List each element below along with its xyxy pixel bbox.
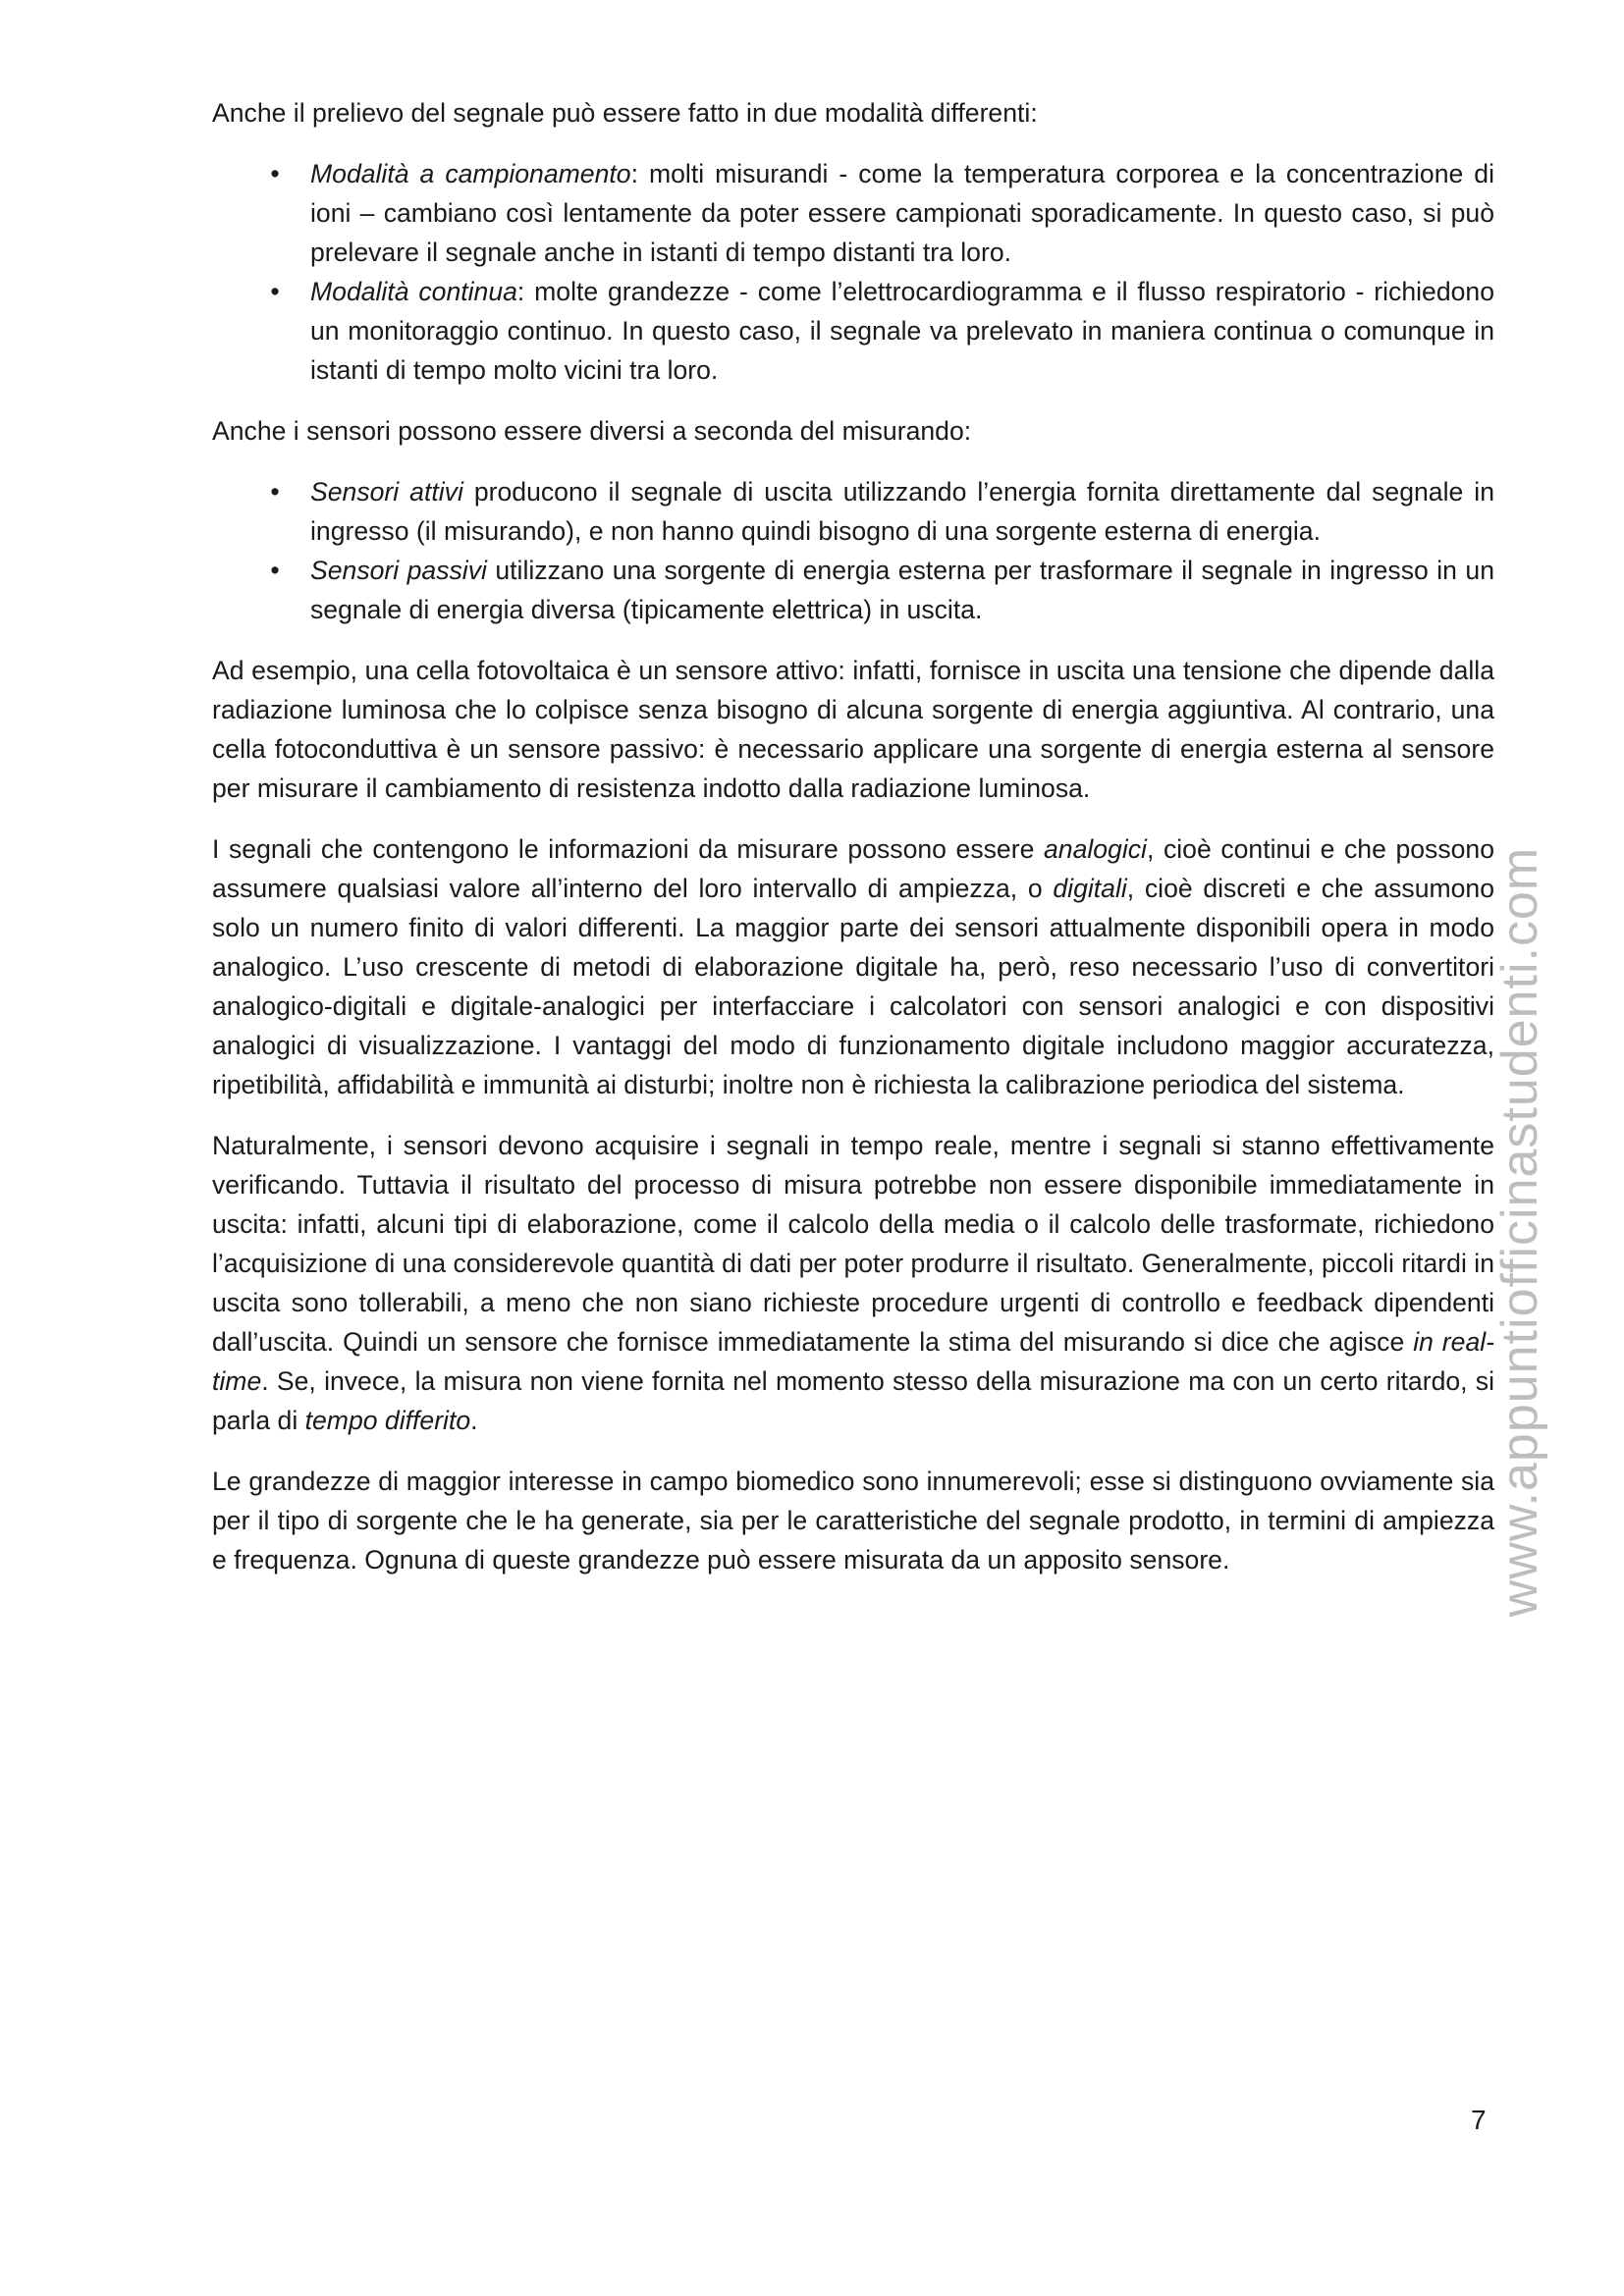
list-item <box>212 154 1494 272</box>
list-item-text: : molti misurandi - come la temperatura corporea e la concentrazione di ioni – cambiano così lentamente da poter essere campionati sporadicamente. In questo caso, si può prelevare il segnale anche in istanti di tempo distanti tra loro. <box>310 159 1494 267</box>
italic-term: analogici <box>1043 834 1147 864</box>
paragraph-sensors-intro: Anche i sensori possono essere diversi a seconda del misurando: <box>212 416 972 446</box>
watermark-text: www.appuntiofficinastudenti.com <box>1491 846 1548 1618</box>
italic-term: in real-time <box>212 1327 1495 1396</box>
italic-term: digitali <box>1053 874 1127 903</box>
text-run: . Se, invece, la misura non viene fornita nel momento stesso della misurazione ma con un certo ritardo, si parla di <box>212 1366 1494 1435</box>
list-item <box>212 551 1494 629</box>
text-run: , cioè discreti e che assumono solo un numero finito di valori differenti. La maggior parte dei sensori attualmente disponibili opera in modo analogico. L’uso crescente di metodi di elaborazione digitale ha, però, reso necessario l’uso di convertitori analogico-digitali e digitale-analogici per interfacciare i calcolatori con sensori analogici e con dispositivi analogici di visualizzazione. I vantaggi del modo di funzionamento digitale includono maggior accuratezza, ripetibilità, affidabilità e immunità ai disturbi; inoltre non è richiesta la calibrazione periodica del sistema. <box>212 874 1495 1099</box>
list-item <box>212 272 1494 390</box>
bullet-icon: • <box>270 159 280 188</box>
bullet-icon: • <box>270 277 280 306</box>
list-item-term: Modalità a campionamento <box>310 159 631 188</box>
paragraph-example: Ad esempio, una cella fotovoltaica è un sensore attivo: infatti, fornisce in uscita una tensione che dipende dalla radiazione luminosa che lo colpisce senza bisogno di alcuna sorgente di energia aggiuntiva. Al contrario, una cella fotoconduttiva è un sensore passivo: è necessario applicare una sorgente di energia esterna al sensore per misurare il cambiamento di resistenza indotto dalla radiazione luminosa. <box>212 656 1494 803</box>
sampling-modes-list <box>212 154 1494 390</box>
text-run: . <box>470 1406 478 1435</box>
paragraph-realtime <box>212 1126 1494 1440</box>
document-page <box>212 93 1494 1601</box>
page-number: 7 <box>1471 2105 1487 2135</box>
paragraph-final: Le grandezze di maggior interesse in campo biomedico sono innumerevoli; esse si distinguono ovviamente sia per il tipo di sorgente che le ha generate, sia per le caratteristiche del segnale prodotto, in termini di ampiezza e frequenza. Ognuna di queste grandezze può essere misurata da un apposito sensore. <box>212 1467 1494 1575</box>
paragraph-sampling-intro: Anche il prelievo del segnale può essere fatto in due modalità differenti: <box>212 98 1038 128</box>
bullet-icon: • <box>270 556 280 585</box>
text-run: I segnali che contengono le informazioni da misurare possono essere <box>212 834 1044 864</box>
paragraph-signals <box>212 829 1494 1104</box>
list-item-term: Sensori passivi <box>310 556 487 585</box>
list-item <box>212 472 1494 551</box>
list-item-text: utilizzano una sorgente di energia esterna per trasformare il segnale in ingresso in un segnale di energia diversa (tipicamente elettrica) in uscita. <box>310 556 1494 624</box>
text-run: , cioè continui e che possono assumere qualsiasi valore all’interno del loro intervallo di ampiezza, o <box>212 834 1495 903</box>
list-item-text: producono il segnale di uscita utilizzando l’energia fornita direttamente dal segnale in ingresso (il misurando), e non hanno quindi bisogno di una sorgente esterna di energia. <box>310 477 1494 546</box>
bullet-icon: • <box>270 477 280 507</box>
list-item-text: : molte grandezze - come l’elettrocardiogramma e il flusso respiratorio - richiedono un monitoraggio continuo. In questo caso, il segnale va prelevato in maniera continua o comunque in istanti di tempo molto vicini tra loro. <box>310 277 1494 385</box>
text-run: Naturalmente, i sensori devono acquisire i segnali in tempo reale, mentre i segnali si stanno effettivamente verificando. Tuttavia il risultato del processo di misura potrebbe non essere disponibile immediatamente in uscita: infatti, alcuni tipi di elaborazione, come il calcolo della media o il calcolo delle trasformate, richiedono l’acquisizione di una considerevole quantità di dati per poter produrre il risultato. Generalmente, piccoli ritardi in uscita sono tollerabili, a meno che non siano richieste procedure urgenti di controllo e feedback dipendenti dall’uscita. Quindi un sensore che fornisce immediatamente la stima del misurando si dice che agisce <box>212 1131 1494 1357</box>
italic-term: tempo differito <box>304 1406 471 1435</box>
sensor-types-list <box>212 472 1494 629</box>
list-item-term: Modalità continua <box>310 277 517 306</box>
list-item-term: Sensori attivi <box>310 477 463 507</box>
